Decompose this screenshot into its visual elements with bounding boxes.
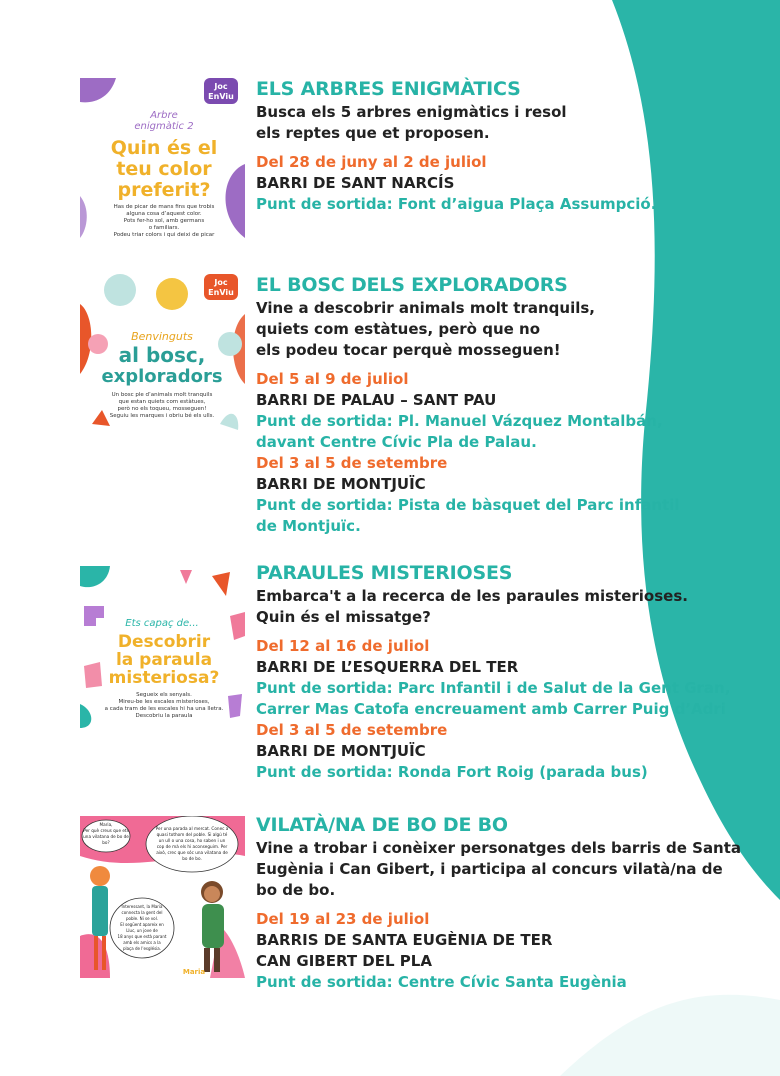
neighborhood: BARRI DE PALAU – SANT PAU — [256, 391, 497, 409]
description-line: Busca els 5 arbres enigmàtics i resol — [256, 103, 567, 121]
starting-point — [256, 678, 776, 720]
description-line: quiets com estàtues, però que no — [256, 320, 540, 338]
poster-body: Un bosc ple d’animals molt tranquils — [111, 392, 213, 398]
poster-headline: Quin és el — [110, 137, 218, 159]
poster-headline: misteriosa? — [108, 668, 220, 688]
bubble-text: una vilatana de bo de — [83, 834, 129, 839]
poster-body: que estan quiets com estàtues, — [118, 399, 206, 405]
starting-point — [256, 194, 776, 215]
poster-body: Seguiu les marques i obriu bé els ulls. — [109, 413, 215, 419]
poster-body: Pots fer-ho sol, amb germans — [123, 218, 205, 224]
bubble-text: connecta la gent del — [121, 910, 163, 915]
activity-title: PARAULES MISTERIOSES — [256, 562, 513, 584]
description-line: Vine a descobrir animals molt tranquils, — [256, 299, 595, 317]
bubble-text: Per què creus que ets — [83, 828, 129, 833]
description-line: Vine a trobar i conèixer personatges dels barris de Santa — [256, 839, 742, 857]
neighborhood: CAN GIBERT DEL PLA — [256, 952, 432, 970]
activity-description — [256, 298, 776, 361]
bubble-text: Lluc, un jove de — [126, 928, 158, 933]
description-line: Embarca't a la recerca de les paraules misterioses. — [256, 587, 688, 605]
bubble-text: plaça de l'església. — [122, 946, 162, 951]
poster-headline: Descobrir — [117, 632, 211, 652]
activity-poster-arbres — [80, 78, 245, 240]
poster-script: enigmàtic 2 — [134, 121, 194, 132]
activity-description — [256, 838, 776, 901]
bubble-text: bo? — [102, 840, 110, 845]
poster-body: Segueix els senyals. — [136, 692, 192, 698]
activity-dates: Del 19 al 23 de juliol — [256, 910, 430, 928]
poster-script: Ets capaç de... — [125, 618, 199, 629]
bubble-text: Interessant, la Maria — [121, 904, 163, 909]
description-line: Quin és el missatge? — [256, 608, 431, 626]
activity-description — [256, 102, 776, 144]
activity-dates: Del 5 al 9 de juliol — [256, 370, 409, 388]
poster-body: a cada tram de les escales hi ha una lletra. — [104, 706, 224, 712]
activity-dates: Del 28 de juny al 2 de juliol — [256, 153, 487, 171]
starting-point — [256, 762, 776, 783]
character-name: Maria — [182, 968, 206, 976]
badge-line: EnViu — [208, 288, 234, 297]
bubble-text: quasi tothom del poble. Si algú té — [156, 832, 228, 837]
bubble-text: cop de mà els hi aconseguim. Per — [156, 844, 228, 849]
starting-point — [256, 411, 776, 453]
activity-title: ELS ARBRES ENIGMÀTICS — [256, 78, 521, 100]
neighborhood: BARRI DE SANT NARCÍS — [256, 174, 455, 192]
poster-body: Descobriu la paraula — [135, 713, 193, 719]
description-line: els podeu tocar perquè mosseguen! — [256, 341, 561, 359]
starting-point-line: de Montjuïc. — [256, 517, 361, 535]
bubble-text: Per una parada al mercat. Conec a — [155, 826, 229, 831]
starting-point-line: Punt de sortida: Centre Cívic Santa Eugènia — [256, 973, 627, 991]
poster-body: però no els toqueu, mosseguen! — [117, 406, 207, 412]
starting-point-line: Punt de sortida: Pista de bàsquet del Parc infantil — [256, 496, 680, 514]
badge-line: Joc — [214, 278, 228, 287]
bubble-text: El següent apareix en — [120, 922, 164, 927]
bubble-text: 18 anys que està parant — [117, 934, 167, 939]
starting-point-line: davant Centre Cívic Pla de Palau. — [256, 433, 537, 451]
starting-point-line: Punt de sortida: Pl. Manuel Vázquez Montalbán, — [256, 412, 663, 430]
activity-poster-bosc — [80, 274, 245, 436]
poster-headline: preferit? — [117, 179, 211, 201]
poster-headline: al bosc, — [118, 343, 206, 367]
bubble-text: poble. Ni se vol. — [125, 916, 159, 921]
neighborhood: BARRIS DE SANTA EUGÈNIA DE TER — [256, 931, 553, 949]
activity-title: VILATÀ/NA DE BO DE BO — [256, 814, 508, 836]
bubble-text: amb els amics a la — [123, 940, 161, 945]
starting-point-line: Punt de sortida: Ronda Fort Roig (parada bus) — [256, 763, 648, 781]
bubble-text: un ull o una cosa, ho saben i un — [158, 838, 226, 843]
activity-dates: Del 3 al 5 de setembre — [256, 721, 448, 739]
starting-point-line: Punt de sortida: Parc Infantil i de Salut de la Gent Gran, — [256, 679, 731, 697]
poster-body: Has de picar de mans fins que trobis — [113, 204, 215, 210]
activity-title: EL BOSC DELS EXPLORADORS — [256, 274, 568, 296]
poster-body: alguna cosa d’aquest color. — [126, 211, 202, 217]
poster-script: Arbre — [150, 110, 178, 121]
starting-point — [256, 495, 776, 537]
activity-description — [256, 586, 776, 628]
poster-body: Podeu triar colors i qui deixi de picar — [113, 232, 215, 238]
bubble-text: això, crec que sóc una vilatana de — [156, 850, 228, 855]
starting-point — [256, 972, 776, 993]
neighborhood: BARRI DE MONTJUÏC — [256, 742, 426, 760]
bubble-text: bo de bo. — [182, 856, 202, 861]
bubble-text: Maria, — [99, 822, 113, 827]
activity-dates: Del 12 al 16 de juliol — [256, 637, 430, 655]
poster-headline: teu color — [116, 158, 212, 180]
poster-body: o familiars. — [148, 225, 180, 231]
activity-dates: Del 3 al 5 de setembre — [256, 454, 448, 472]
poster-headline: exploradors — [101, 366, 223, 387]
starting-point-line: Punt de sortida: Font d’aigua Plaça Assumpció. — [256, 195, 657, 213]
poster-body: Mireu-be les escales misterioses, — [118, 699, 210, 705]
neighborhood: BARRI DE MONTJUÏC — [256, 475, 426, 493]
activity-poster-paraules — [80, 566, 245, 728]
description-line: bo de bo. — [256, 881, 336, 899]
poster-script: Benvinguts — [131, 330, 193, 343]
activity-poster-vilata — [80, 816, 245, 978]
description-line: els reptes que et proposen. — [256, 124, 490, 142]
description-line: Eugènia i Can Gibert, i participa al concurs vilatà/na de — [256, 860, 723, 878]
badge-line: EnViu — [208, 92, 234, 101]
badge-line: Joc — [214, 82, 228, 91]
neighborhood: BARRI DE L’ESQUERRA DEL TER — [256, 658, 519, 676]
starting-point-line: Carrer Mas Catofa encreuament amb Carrer Puig d’Adri — [256, 700, 726, 718]
poster-headline: la paraula — [115, 650, 213, 670]
